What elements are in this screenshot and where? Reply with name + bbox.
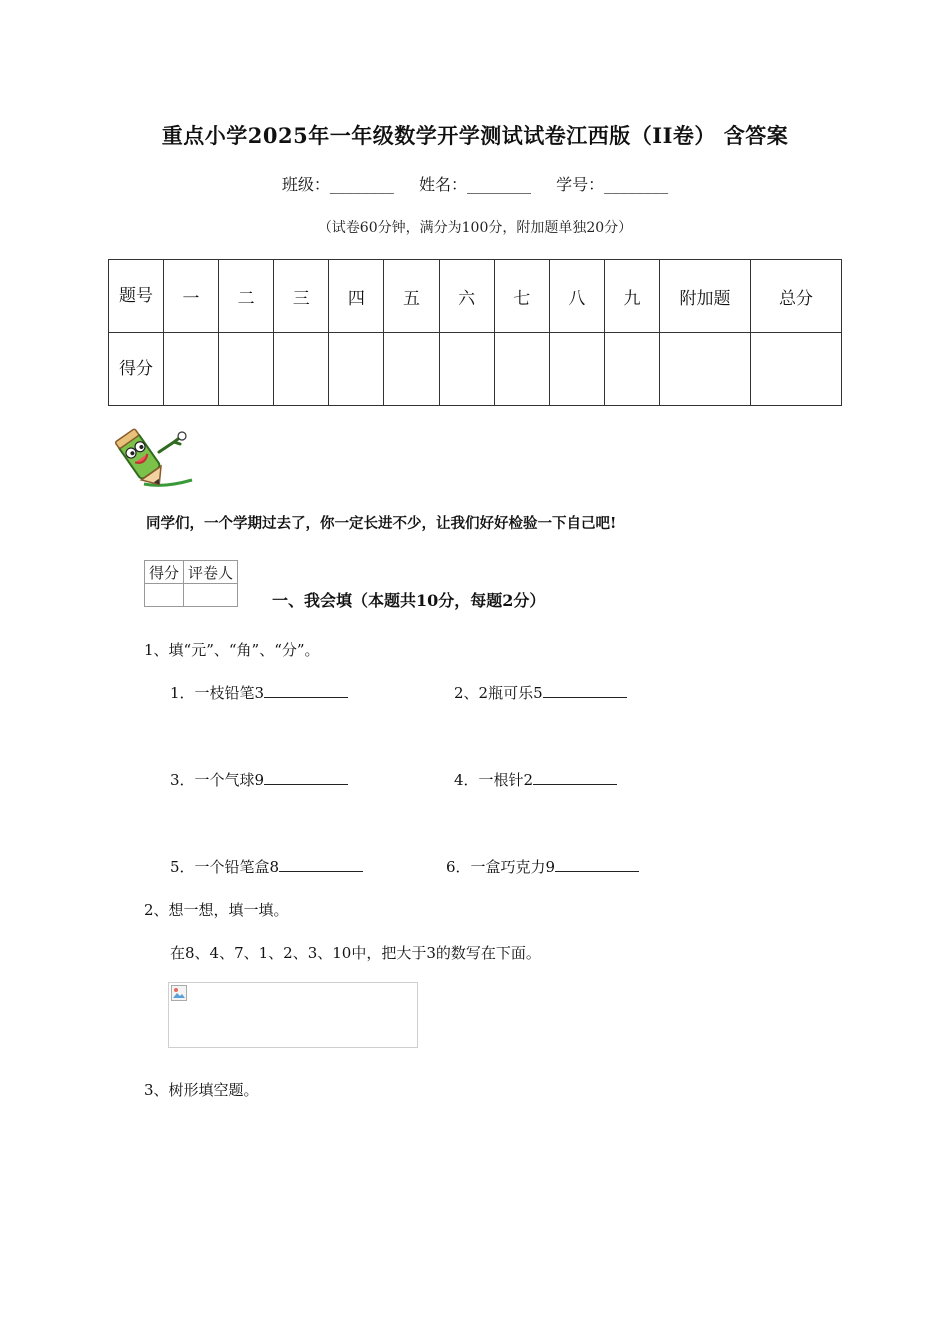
question-1-item-4 bbox=[454, 769, 617, 790]
question-2-text: 在8、4、7、1、2、3、10中，把大于3的数写在下面。 bbox=[170, 944, 541, 962]
score-cell[interactable] bbox=[164, 333, 219, 406]
column-7: 七 bbox=[494, 260, 549, 333]
column-8: 八 bbox=[549, 260, 604, 333]
question-2-stem: 2、想一想，填一填。 bbox=[144, 901, 289, 919]
answer-blank[interactable] bbox=[555, 857, 639, 872]
answer-blank[interactable] bbox=[543, 683, 627, 698]
grader-score-label: 得分 bbox=[145, 561, 184, 584]
question-1-item-6 bbox=[446, 856, 639, 877]
score-cell[interactable] bbox=[439, 333, 494, 406]
grader-table bbox=[144, 560, 238, 607]
class-field[interactable]: 班级：________ bbox=[281, 175, 394, 194]
item-text: 6．一盒巧克力9 bbox=[446, 858, 556, 876]
question-number-header: 题号 bbox=[109, 260, 164, 333]
item-text: 2、2瓶可乐5 bbox=[454, 684, 543, 702]
question-1-item-2 bbox=[454, 682, 627, 703]
score-cell[interactable] bbox=[604, 333, 659, 406]
student-info bbox=[0, 172, 950, 195]
score-cell[interactable] bbox=[549, 333, 604, 406]
intro-text: 同学们，一个学期过去了，你一定长进不少，让我们好好检验一下自己吧! bbox=[146, 515, 617, 532]
column-5: 五 bbox=[384, 260, 439, 333]
answer-blank[interactable] bbox=[533, 770, 617, 785]
answer-blank[interactable] bbox=[264, 770, 348, 785]
score-cell[interactable] bbox=[219, 333, 274, 406]
item-text: 1．一枝铅笔3 bbox=[170, 684, 265, 702]
column-1: 一 bbox=[164, 260, 219, 333]
column-total: 总分 bbox=[751, 260, 842, 333]
score-cell[interactable] bbox=[329, 333, 384, 406]
column-9: 九 bbox=[604, 260, 659, 333]
score-cell[interactable] bbox=[384, 333, 439, 406]
item-text: 5．一个铅笔盒8 bbox=[170, 858, 280, 876]
score-cell[interactable] bbox=[494, 333, 549, 406]
name-field[interactable]: 姓名：________ bbox=[418, 175, 531, 194]
score-cell[interactable] bbox=[660, 333, 751, 406]
column-4: 四 bbox=[329, 260, 384, 333]
score-table bbox=[108, 259, 842, 406]
score-cell[interactable] bbox=[274, 333, 329, 406]
column-2: 二 bbox=[219, 260, 274, 333]
score-table-header-row bbox=[109, 260, 842, 333]
column-6: 六 bbox=[439, 260, 494, 333]
grader-reviewer-label: 评卷人 bbox=[184, 561, 238, 584]
score-table-score-row bbox=[109, 333, 842, 406]
column-bonus: 附加题 bbox=[660, 260, 751, 333]
question-3-stem: 3、树形填空题。 bbox=[144, 1081, 259, 1099]
section-heading: 一、我会填（本题共10分，每题2分） bbox=[272, 591, 546, 610]
grader-score-cell[interactable] bbox=[145, 584, 184, 607]
question-1-item-3 bbox=[170, 769, 348, 790]
item-text: 4．一根针2 bbox=[454, 771, 534, 789]
score-cell[interactable] bbox=[751, 333, 842, 406]
column-3: 三 bbox=[274, 260, 329, 333]
answer-blank[interactable] bbox=[279, 857, 363, 872]
score-header: 得分 bbox=[109, 333, 164, 406]
question-1-stem: 1、填“元”、“角”、“分”。 bbox=[144, 641, 320, 659]
exam-note: （试卷60分钟，满分为100分，附加题单独20分） bbox=[317, 220, 633, 236]
pencil-mascot-icon bbox=[104, 422, 194, 494]
question-1-item-5 bbox=[170, 856, 363, 877]
page-title: 重点小学2025年一年级数学开学测试试卷江西版（II卷） 含答案 bbox=[161, 123, 789, 148]
broken-image-icon bbox=[171, 985, 187, 1001]
answer-blank[interactable] bbox=[264, 683, 348, 698]
grader-reviewer-cell[interactable] bbox=[184, 584, 238, 607]
answer-image-box bbox=[168, 982, 418, 1048]
student-id-field[interactable]: 学号：________ bbox=[556, 175, 669, 194]
question-1-item-1 bbox=[170, 682, 348, 703]
item-text: 3．一个气球9 bbox=[170, 771, 265, 789]
